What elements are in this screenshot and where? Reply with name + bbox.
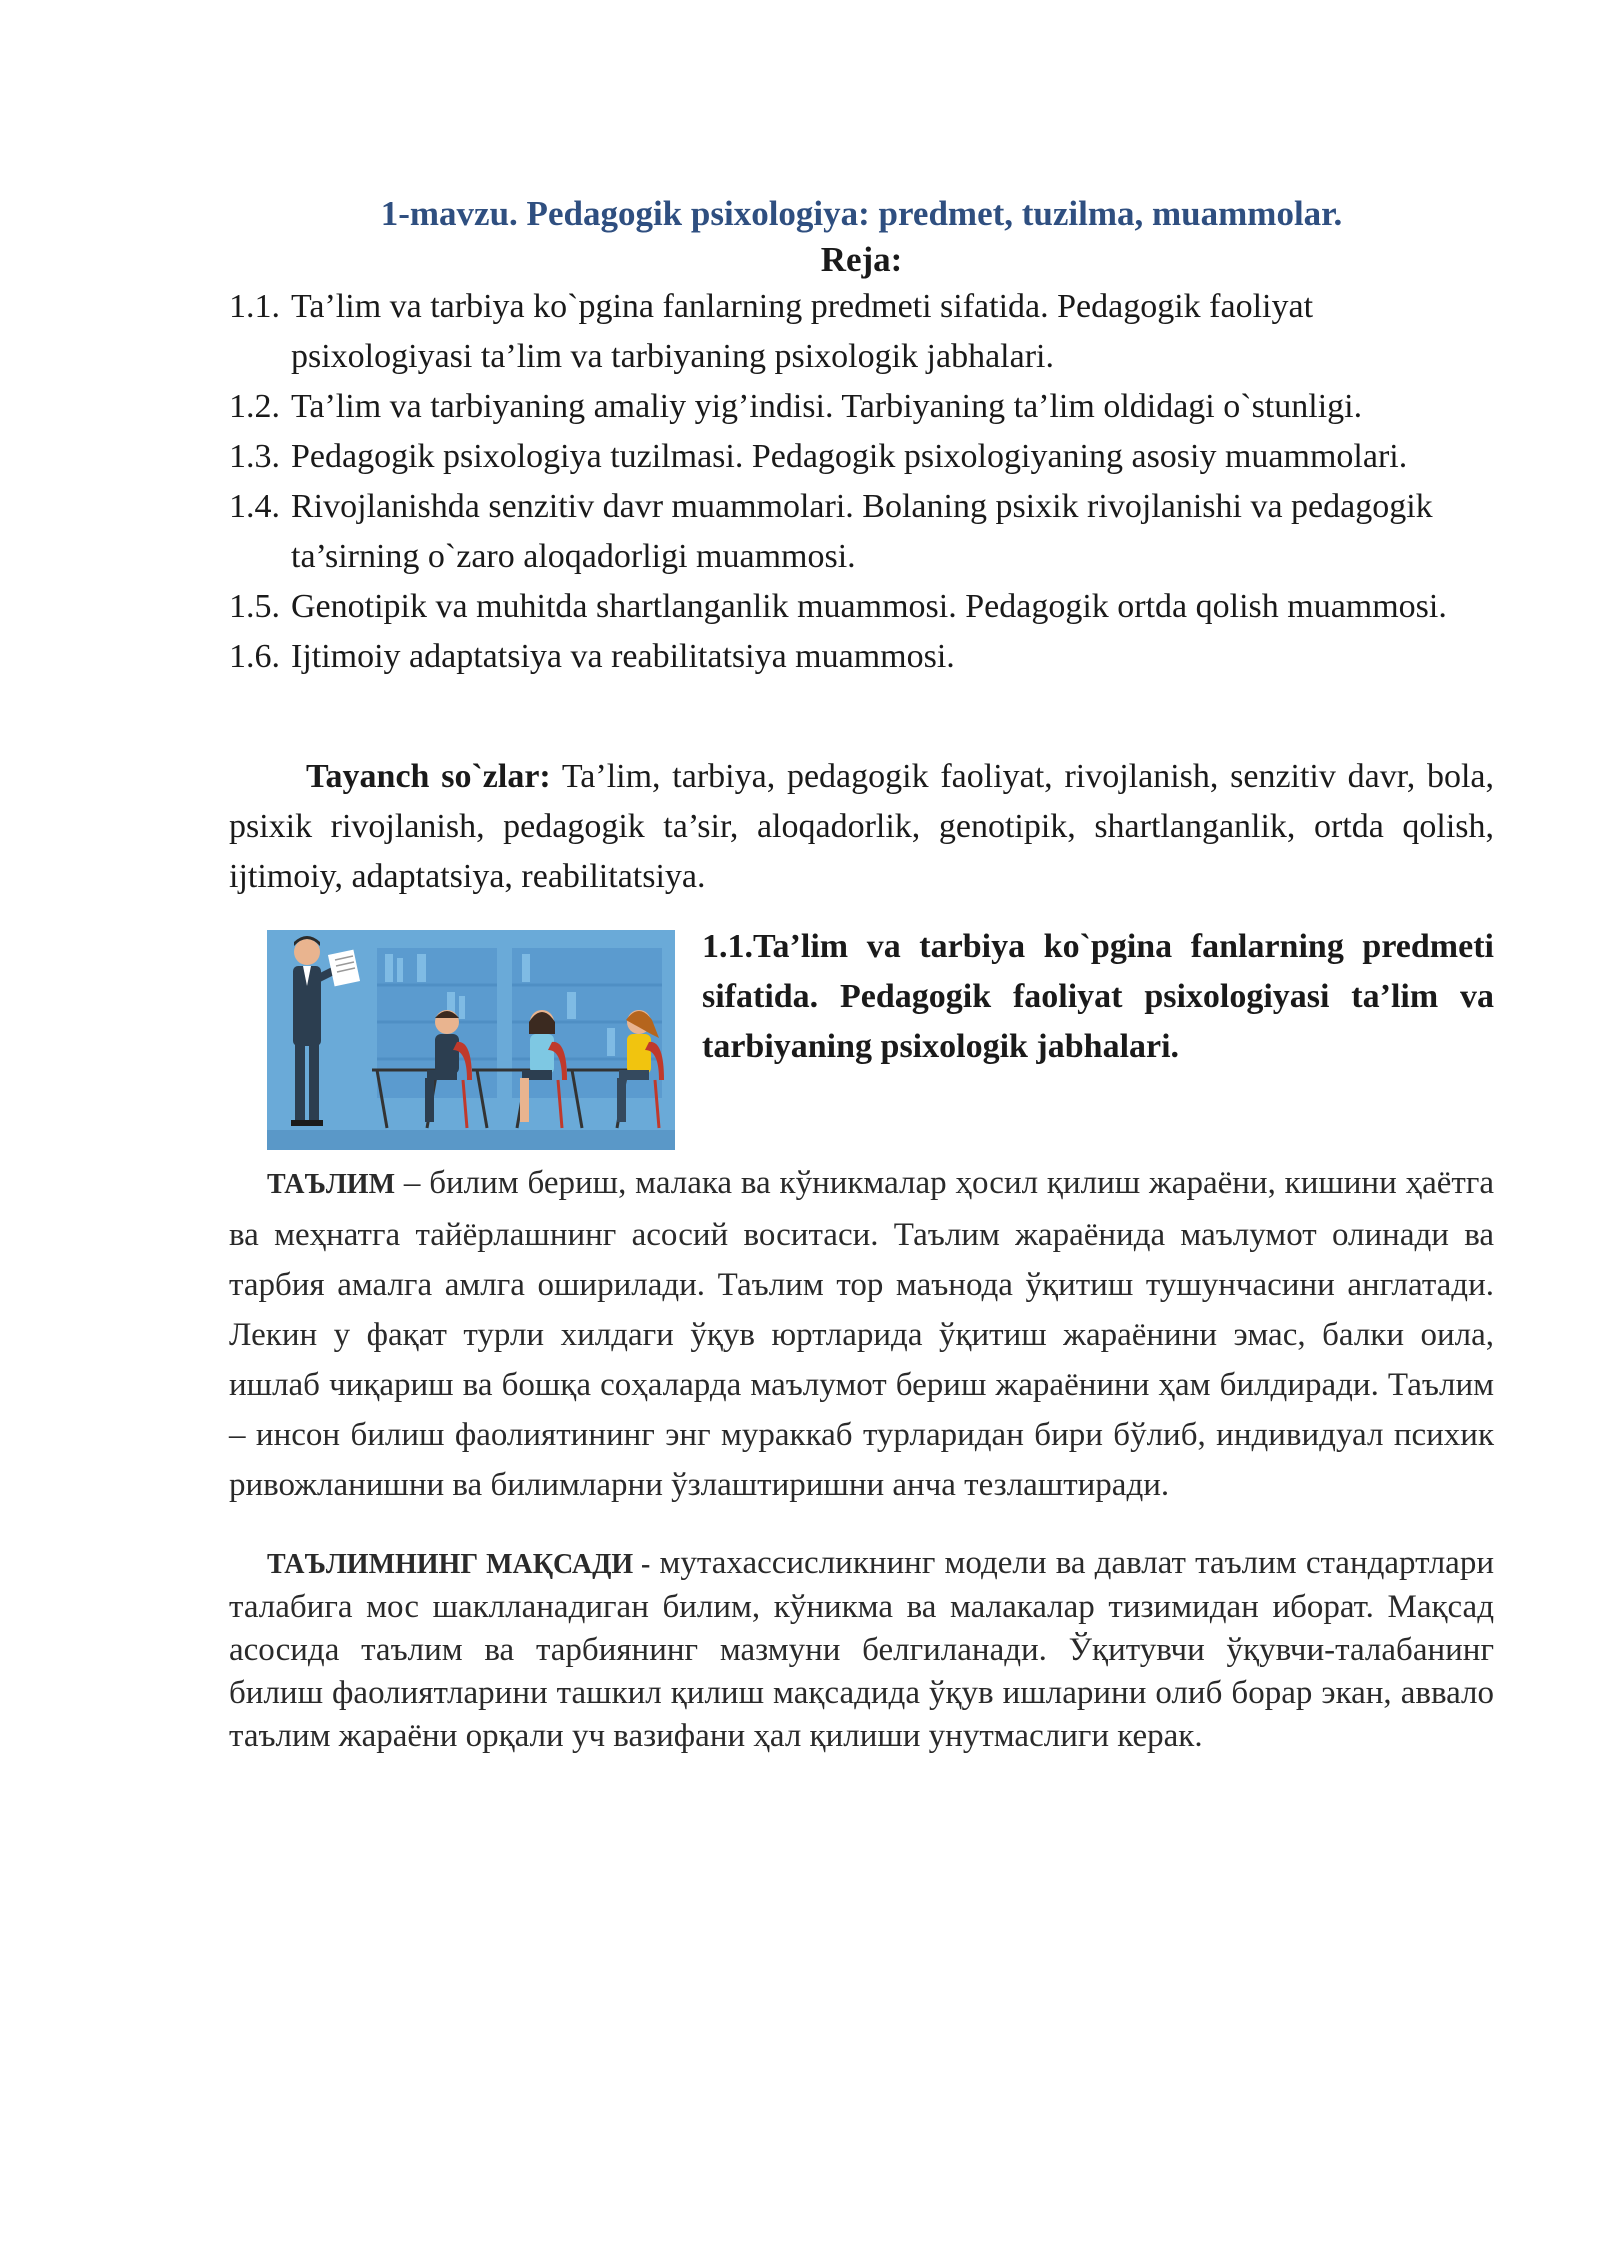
plan-item-number: 1.3. (229, 438, 280, 475)
plan-heading: Reja: (820, 240, 903, 279)
classroom-illustration-icon (267, 930, 675, 1150)
keywords-label: Tayanch so`zlar: (306, 758, 551, 795)
document-content (229, 190, 1494, 1758)
plan-item-number: 1.4. (229, 488, 280, 525)
paragraph-lead-term: ТАЪЛИМНИНГ МАҚСАДИ - (267, 1549, 651, 1580)
plan-item (229, 632, 1494, 682)
plan-item (229, 582, 1494, 632)
paragraph-talim-maqsadi (229, 1542, 1494, 1758)
section-heading: 1.1.Ta’lim va tarbiya ko`pgina fanlarning predmeti sifatida. Pedagogik faoliyat psixologiyasi ta’lim va tarbiyaning psixologik jabhalari. (702, 928, 1494, 1065)
plan-item-number: 1.6. (229, 638, 280, 675)
plan-item-text: Genotipik va muhitda shartlanganlik muammosi. Pedagogik ortda qolish muammosi. (291, 588, 1447, 625)
plan-item-text: Pedagogik psixologiya tuzilmasi. Pedagogik psixologiyaning asosiy muammolari. (291, 438, 1408, 475)
plan-item (229, 382, 1494, 432)
plan-item (229, 282, 1494, 382)
paragraph-body: – билим бериш, малака ва кўникмалар ҳосил қилиш жараёни, кишини ҳаётга ва меҳнатга тайёрлашнинг асосий воситаси. Таълим жараёнида маълумот олинади ва тарбия амалга амлга оширилади. Таълим тор маънода ўқитиш тушунчасини англатади. Лекин у фақат турли хилдаги ўқув юртларида ўқитиш жараёнини эмас, балки оила, ишлаб чиқариш ва бошқа соҳаларда маълумот бериш жараёнини ҳам билдиради. Таълим – инсон билиш фаолиятининг энг мураккаб турларидан бири бўлиб, индивидуал психик ривожланишни ва билимларни ўзлаштиришни анча тезлаштиради. (229, 1165, 1494, 1503)
keywords-text: Ta’lim, tarbiya, pedagogik faoliyat, rivojlanish, senzitiv davr, bola, psixik rivojlanish, pedagogik ta’sir, aloqadorlik, genotipik, shartlanganlik, ortda qolish, ijtimoiy, adaptatsiya, reabilitatsiya. (229, 758, 1494, 895)
plan-item (229, 482, 1494, 582)
keywords-paragraph (229, 752, 1494, 902)
plan-item-text: Ta’lim va tarbiya ko`pgina fanlarning predmeti sifatida. Pedagogik faoliyat psixologiyasi ta’lim va tarbiyaning psixologik jabhalari. (291, 288, 1314, 375)
plan-item-text: Ta’lim va tarbiyaning amaliy yig’indisi. Tarbiyaning ta’lim oldidagi o`stunligi. (291, 388, 1363, 425)
plan-item-number: 1.2. (229, 388, 280, 425)
paragraph-lead-term: ТАЪЛИМ (267, 1169, 395, 1200)
plan-item-number: 1.5. (229, 588, 280, 625)
plan-item-number: 1.1. (229, 288, 280, 325)
plan-item (229, 432, 1494, 482)
section-1-1 (229, 922, 1494, 1154)
paragraph-body: мутахассисликнинг модели ва давлат таълим стандартлари талабига мос шаклланадиган билим, кўникма ва малакалар тизимидан иборат. Мақсад асосида таълим ва тарбиянинг мазмуни белгиланади. Ўқитувчи ўқувчи-талабанинг билиш фаолиятларини ташкил қилиш мақсадида ўқув ишларини олиб борар экан, аввало таълим жараёни орқали уч вазифани ҳал қилиши унутмаслиги керак. (229, 1545, 1494, 1754)
plan-item-text: Rivojlanishda senzitiv davr muammolari. Bolaning psixik rivojlanishi va pedagogik ta’sirning o`zaro aloqadorligi muammosi. (291, 488, 1433, 575)
document-title: 1-mavzu. Pedagogik psixologiya: predmet, tuzilma, muammolar. (380, 194, 1343, 233)
plan-list (229, 282, 1494, 682)
paragraph-talim (229, 1158, 1494, 1510)
plan-item-text: Ijtimoiy adaptatsiya va reabilitatsiya muammosi. (291, 638, 955, 675)
